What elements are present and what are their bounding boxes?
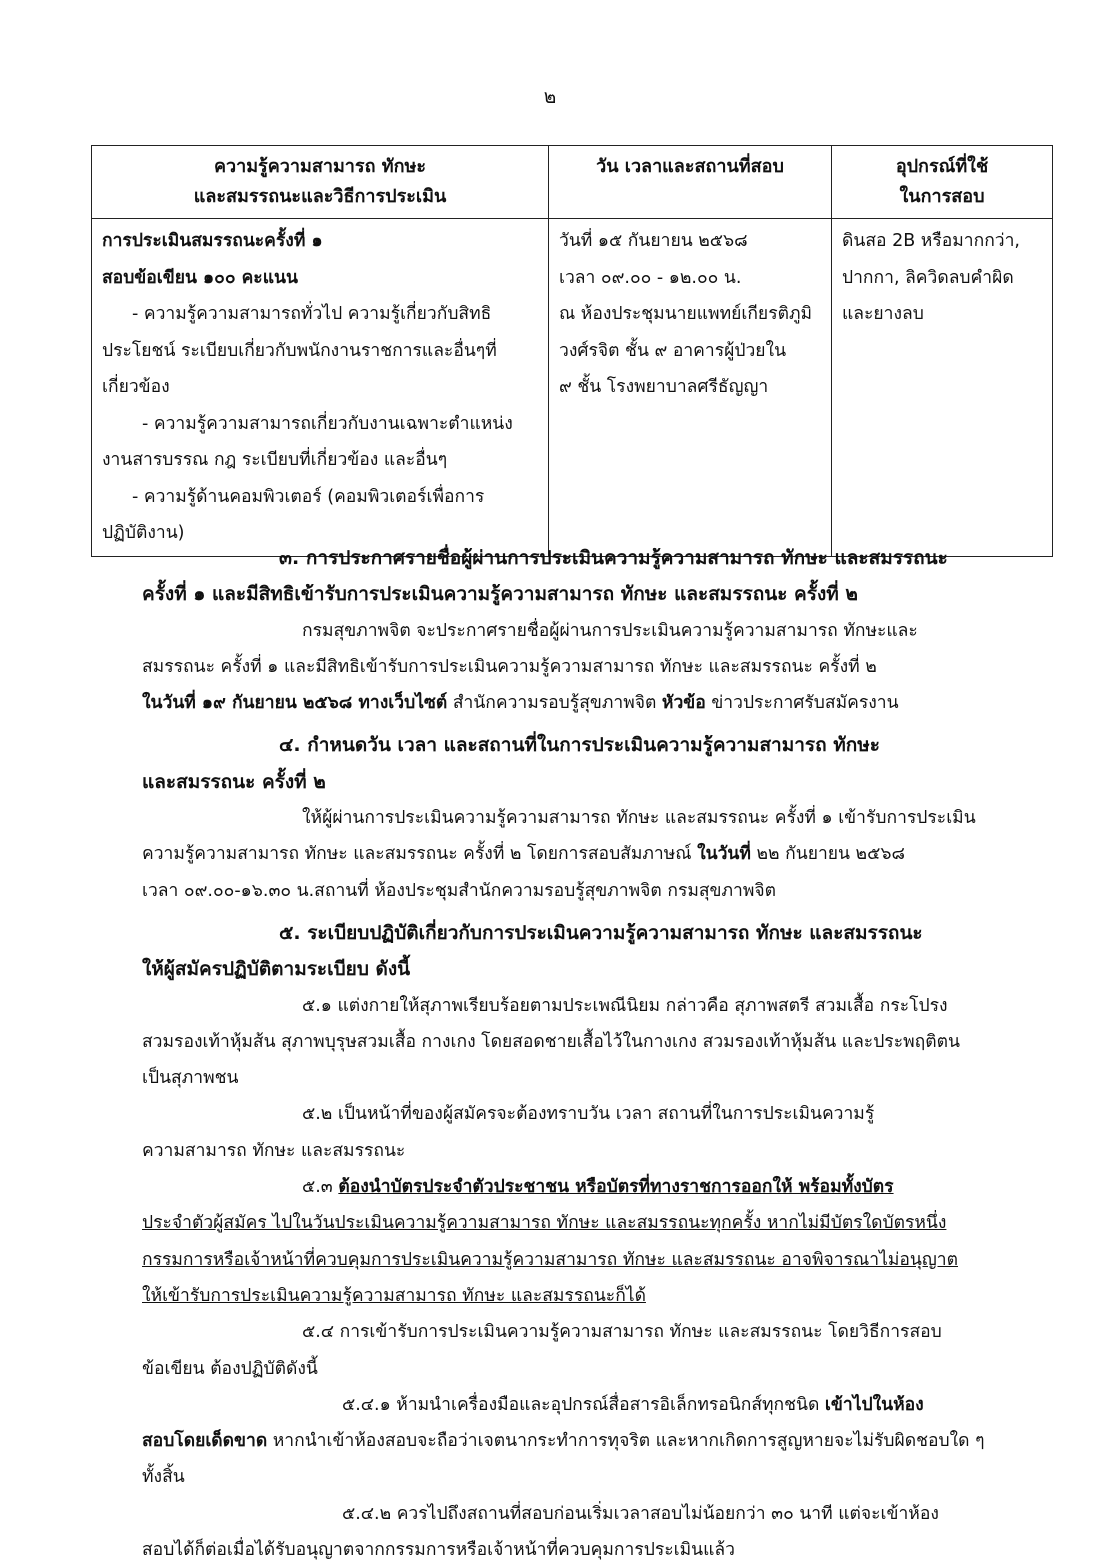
text: หากนำเข้าห้องสอบจะถือว่าเจตนากระทำการทุจริต และหากเกิดการสูญหายจะไม่รับผิดชอบใด ๆ [267, 1431, 985, 1452]
header-line: ความรู้ความสามารถ ทักษะ [213, 156, 427, 177]
assessment-subtitle: สอบข้อเขียน ๑๐๐ คะแนน [102, 267, 298, 288]
paragraph-line: เวลา ๐๙.๐๐-๑๖.๓๐ น.สถานที่ ห้องประชุมสำนักความรอบรู้สุขภาพจิต กรมสุขภาพจิต [142, 880, 777, 901]
paragraph-line [142, 836, 990, 872]
section3-heading: ๓. การประกาศรายชื่อผู้ผ่านการประเมินความรู้ความสามารถ ทักษะ และสมรรถนะ [279, 547, 948, 569]
paragraph-line [142, 1169, 990, 1205]
cell-competency [92, 219, 549, 557]
paragraph-line: กรรมการหรือเจ้าหน้าที่ควบคุมการประเมินความรู้ความสามารถ ทักษะ และสมรรถนะ อาจพิจารณาไม่อนุญาต [142, 1249, 958, 1270]
header-line: วัน เวลาและสถานที่สอบ [596, 156, 784, 177]
text: ๕.๔.๑ ห้ามนำเครื่องมือและอุปกรณ์สื่อสารอิเล็กทรอนิกส์ทุกชนิด [342, 1394, 825, 1415]
bold-text: ในวันที่ ๑๙ กันยายน ๒๕๖๘ ทางเว็บไซต์ [142, 693, 448, 714]
paragraph-line: สอบได้ก็ต่อเมื่อได้รับอนุญาตจากกรรมการหรือเจ้าหน้าที่ควบคุมการประเมินแล้ว [142, 1540, 735, 1561]
paragraph-line: สมรรถนะ ครั้งที่ ๑ และมีสิทธิเข้ารับการประเมินความรู้ความสามารถ ทักษะ และสมรรถนะ ครั้งที่ ๒ [142, 656, 877, 677]
paragraph-line: ข้อเขียน ต้องปฏิบัติดังนี้ [142, 1358, 318, 1379]
text: ความรู้ความสามารถ ทักษะ และสมรรถนะ ครั้งที่ ๒ โดยการสอบสัมภาษณ์ [142, 844, 698, 865]
text: ๒๒ กันยายน ๒๕๖๘ [750, 844, 905, 865]
cell-line: วงศ์รจิต ชั้น ๙ อาคารผู้ป่วยใน [559, 340, 787, 361]
header-line: และสมรรถนะและวิธีการประเมิน [193, 186, 447, 207]
paragraph-line: กรมสุขภาพจิต จะประกาศรายชื่อผู้ผ่านการประเมินความรู้ความสามารถ ทักษะและ [302, 620, 918, 641]
section4-heading: ๔. กำหนดวัน เวลา และสถานที่ในการประเมินความรู้ความสามารถ ทักษะ [279, 734, 880, 757]
text: สำนักความรอบรู้สุขภาพจิต [447, 693, 662, 714]
paragraph-line: ความสามารถ ทักษะ และสมรรถนะ [142, 1140, 406, 1161]
paragraph-line: ๕.๔.๒ ควรไปถึงสถานที่สอบก่อนเริ่มเวลาสอบไม่น้อยกว่า ๓๐ นาที แต่จะเข้าห้อง [342, 1503, 939, 1524]
cell-line: ณ ห้องประชุมนายแพทย์เกียรติภูมิ [559, 304, 813, 324]
paragraph-line: สวมรองเท้าหุ้มส้น สุภาพบุรุษสวมเสื้อ กางเกง โดยสอดชายเสื้อไว้ในกางเกง สวมรองเท้าหุ้มส้น และประพฤติตน [142, 1031, 960, 1052]
section5-heading: ๕. ระเบียบปฏิบัติเกี่ยวกับการประเมินความรู้ความสามารถ ทักษะ และสมรรถนะ [279, 921, 923, 944]
header-schedule [549, 146, 832, 219]
paragraph-line: ๕.๔ การเข้ารับการประเมินความรู้ความสามารถ ทักษะ และสมรรถนะ โดยวิธีการสอบ [302, 1322, 942, 1343]
bold-text: ในวันที่ [697, 844, 751, 865]
section5-heading-cont: ให้ผู้สมัครปฏิบัติตามระเบียบ ดังนี้ [142, 958, 411, 981]
cell-equipment [832, 219, 1053, 557]
paragraph-line [142, 1387, 990, 1423]
section4-heading-cont: และสมรรถนะ ครั้งที่ ๒ [142, 770, 326, 793]
header-equipment [832, 146, 1053, 219]
paragraph-line: ให้เข้ารับการประเมินความรู้ความสามารถ ทักษะ และสมรรถนะก็ได้ [142, 1285, 646, 1306]
paragraph-line [142, 1423, 990, 1459]
cell-line: - ความรู้ความสามารถทั่วไป ความรู้เกี่ยวกับสิทธิ [132, 304, 492, 324]
paragraph-line: ทั้งสิ้น [142, 1467, 185, 1488]
cell-schedule [549, 219, 832, 557]
header-competency [92, 146, 549, 219]
cell-line: เวลา ๐๙.๐๐ - ๑๒.๐๐ น. [559, 267, 742, 288]
text: ๕.๓ [302, 1177, 339, 1198]
document-body [142, 540, 990, 1568]
bold-underline-text: ต้องนำบัตรประจำตัวประชาชน หรือบัตรที่ทางราชการออกให้ พร้อมทั้งบัตร [338, 1177, 894, 1198]
table-header-row [92, 146, 1053, 219]
cell-line: - ความรู้ความสามารถเกี่ยวกับงานเฉพาะตำแหน่ง [142, 413, 513, 434]
paragraph-line: ๕.๒ เป็นหน้าที่ของผู้สมัครจะต้องทราบวัน เวลา สถานที่ในการประเมินความรู้ [302, 1104, 875, 1125]
paragraph-line: ๕.๑ แต่งกายให้สุภาพเรียบร้อยตามประเพณีนิยม กล่าวคือ สุภาพสตรี สวมเสื้อ กระโปรง [302, 995, 948, 1016]
paragraph-line: ให้ผู้ผ่านการประเมินความรู้ความสามารถ ทักษะ และสมรรถนะ ครั้งที่ ๑ เข้ารับการประเมิน [302, 808, 976, 829]
exam-schedule-table [91, 145, 1053, 557]
cell-line: ประโยชน์ ระเบียบเกี่ยวกับพนักงานราชการและอื่นๆที่ [102, 340, 497, 361]
table-row [92, 219, 1053, 557]
paragraph-line: ประจำตัวผู้สมัคร ไปในวันประเมินความรู้ความสามารถ ทักษะ และสมรรถนะทุกครั้ง หากไม่มีบัตรใดบัตรหนึ่ง [142, 1213, 947, 1234]
bold-text: เข้าไปในห้อง [824, 1394, 924, 1415]
cell-line: และยางลบ [842, 304, 924, 324]
cell-line: - ความรู้ด้านคอมพิวเตอร์ (คอมพิวเตอร์เพื่อการ [132, 486, 485, 507]
paragraph-line [142, 685, 990, 721]
cell-line: ดินสอ 2B หรือมากกว่า, [842, 231, 1020, 251]
cell-line: ๙ ชั้น โรงพยาบาลศรีธัญญา [559, 377, 769, 397]
header-line: อุปกรณ์ที่ใช้ [895, 156, 989, 177]
bold-text: หัวข้อ [661, 693, 706, 714]
header-line: ในการสอบ [899, 186, 985, 207]
page-number: ๒ [543, 86, 557, 108]
text: ข่าวประกาศรับสมัครงาน [705, 693, 899, 714]
assessment-title: การประเมินสมรรถนะครั้งที่ ๑ [102, 231, 323, 251]
cell-line: เกี่ยวข้อง [102, 377, 170, 397]
cell-line: งานสารบรรณ กฎ ระเบียบที่เกี่ยวข้อง และอื่นๆ [102, 450, 448, 470]
cell-line: ปฏิบัติงาน) [102, 523, 185, 543]
cell-line: ปากกา, ลิควิดลบคำผิด [842, 267, 1014, 288]
cell-line: วันที่ ๑๕ กันยายน ๒๕๖๘ [559, 231, 748, 251]
paragraph-line: เป็นสุภาพชน [142, 1068, 239, 1089]
bold-text: สอบโดยเด็ดขาด [142, 1431, 268, 1452]
section3-heading-cont: ครั้งที่ ๑ และมีสิทธิเข้ารับการประเมินความรู้ความสามารถ ทักษะ และสมรรถนะ ครั้งที่ ๒ [142, 583, 858, 606]
